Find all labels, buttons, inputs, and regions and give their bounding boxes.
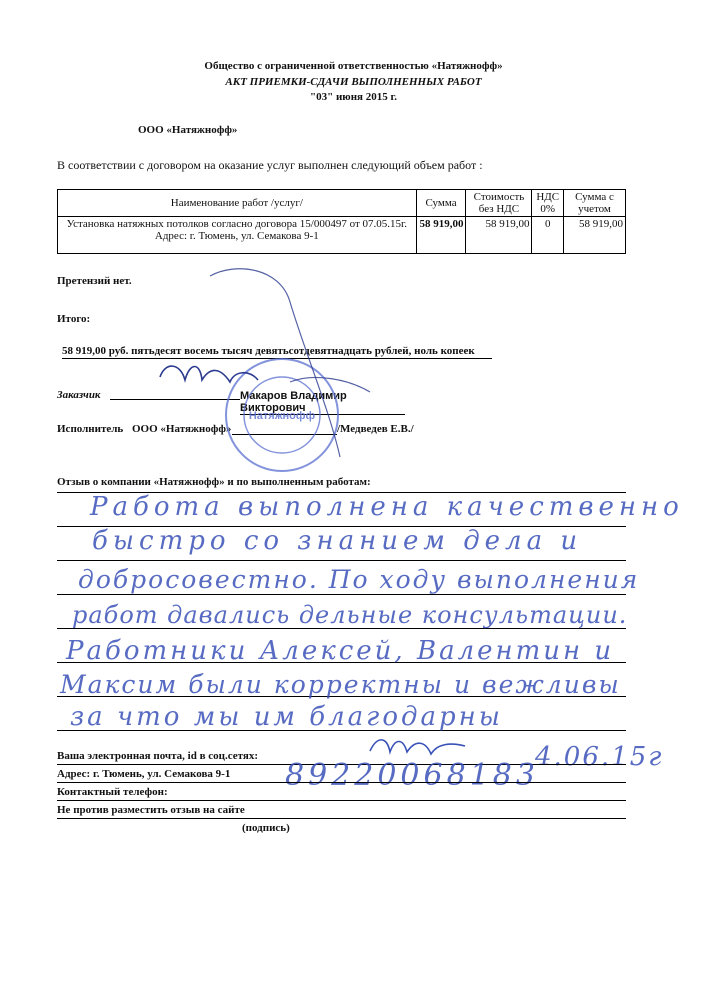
executor-name: /Медведев Е.В./ bbox=[337, 423, 414, 435]
email-label: Ваша электронная почта, id в соц.сетях: bbox=[57, 750, 259, 762]
handwritten-line: работ давались дельные консультации. bbox=[72, 601, 628, 629]
executor-company: ООО «Натяжнофф» bbox=[132, 423, 232, 435]
cell-sum: 58 919,00 bbox=[416, 217, 466, 254]
handwritten-date: 4.06.15г bbox=[535, 742, 664, 772]
col-header-name: Наименование работ /услуг/ bbox=[58, 190, 417, 217]
field-line bbox=[57, 800, 626, 801]
intro-text: В соответствии с договором на оказание услуг выполнен следующий объем работ : bbox=[57, 158, 483, 172]
handwritten-line: за что мы им благодарны bbox=[70, 702, 503, 732]
company-full-name: Общество с ограниченной ответственностью «Натяжнофф» bbox=[204, 60, 503, 72]
handwritten-line: Максим были корректны и вежливы bbox=[60, 670, 621, 699]
company-short-name: ООО «Натяжнофф» bbox=[138, 124, 238, 136]
signature-caption: (подпись) bbox=[242, 822, 290, 834]
handwritten-line: Работники Алексей, Валентин и bbox=[66, 636, 615, 666]
handwritten-line: быстро со знанием дела и bbox=[92, 526, 583, 556]
no-claims: Претензий нет. bbox=[57, 275, 132, 287]
total-in-words: 58 919,00 руб. пятьдесят восемь тысяч девятьсотдевятнадцать рублей, ноль копеек bbox=[62, 345, 492, 359]
works-table bbox=[57, 189, 626, 254]
act-title: АКТ ПРИЕМКИ-СДАЧИ ВЫПОЛНЕННЫХ РАБОТ bbox=[225, 76, 482, 88]
cell-total: 58 919,00 bbox=[563, 217, 625, 254]
customer-label: Заказчик bbox=[57, 389, 101, 401]
table-header-row bbox=[58, 190, 626, 217]
cell-vat: 0 bbox=[532, 217, 563, 254]
signature-scribbles bbox=[140, 262, 380, 462]
handwritten-line: Работа выполнена качественно bbox=[90, 492, 684, 522]
consent-label: Не против разместить отзыв на сайте bbox=[57, 804, 245, 816]
stamp-center-text: Натяжнофф bbox=[248, 410, 316, 422]
col-header-total: Сумма с учетом bbox=[563, 190, 625, 217]
col-header-vat: НДС 0% bbox=[532, 190, 563, 217]
phone-label: Контактный телефон: bbox=[57, 786, 168, 798]
address-field: Адрес: г. Тюмень, ул. Семакова 9-1 bbox=[57, 768, 231, 780]
executor-label: Исполнитель bbox=[57, 423, 124, 435]
review-heading: Отзыв о компании «Натяжнофф» и по выполненным работам: bbox=[57, 476, 371, 488]
handwritten-phone: 89220068183 bbox=[285, 758, 539, 793]
col-header-cost: Стоимость без НДС bbox=[466, 190, 532, 217]
table-row bbox=[58, 217, 626, 254]
cell-cost: 58 919,00 bbox=[466, 217, 532, 254]
total-label: Итого: bbox=[57, 313, 91, 325]
handwritten-line: добросовестно. По ходу выполнения bbox=[78, 565, 640, 594]
work-address: Адрес: г. Тюмень, ул. Семакова 9-1 bbox=[154, 230, 319, 242]
field-line bbox=[57, 818, 626, 819]
act-date: "03" июня 2015 г. bbox=[309, 91, 397, 103]
review-line bbox=[57, 560, 626, 561]
work-name: Установка натяжных потолков согласно договора 15/000497 от 07.05.15г. bbox=[66, 218, 408, 230]
col-header-sum: Сумма bbox=[416, 190, 466, 217]
customer-name: Макаров Владимир Викторович bbox=[240, 390, 405, 415]
field-line bbox=[57, 782, 626, 783]
review-line bbox=[57, 594, 626, 595]
